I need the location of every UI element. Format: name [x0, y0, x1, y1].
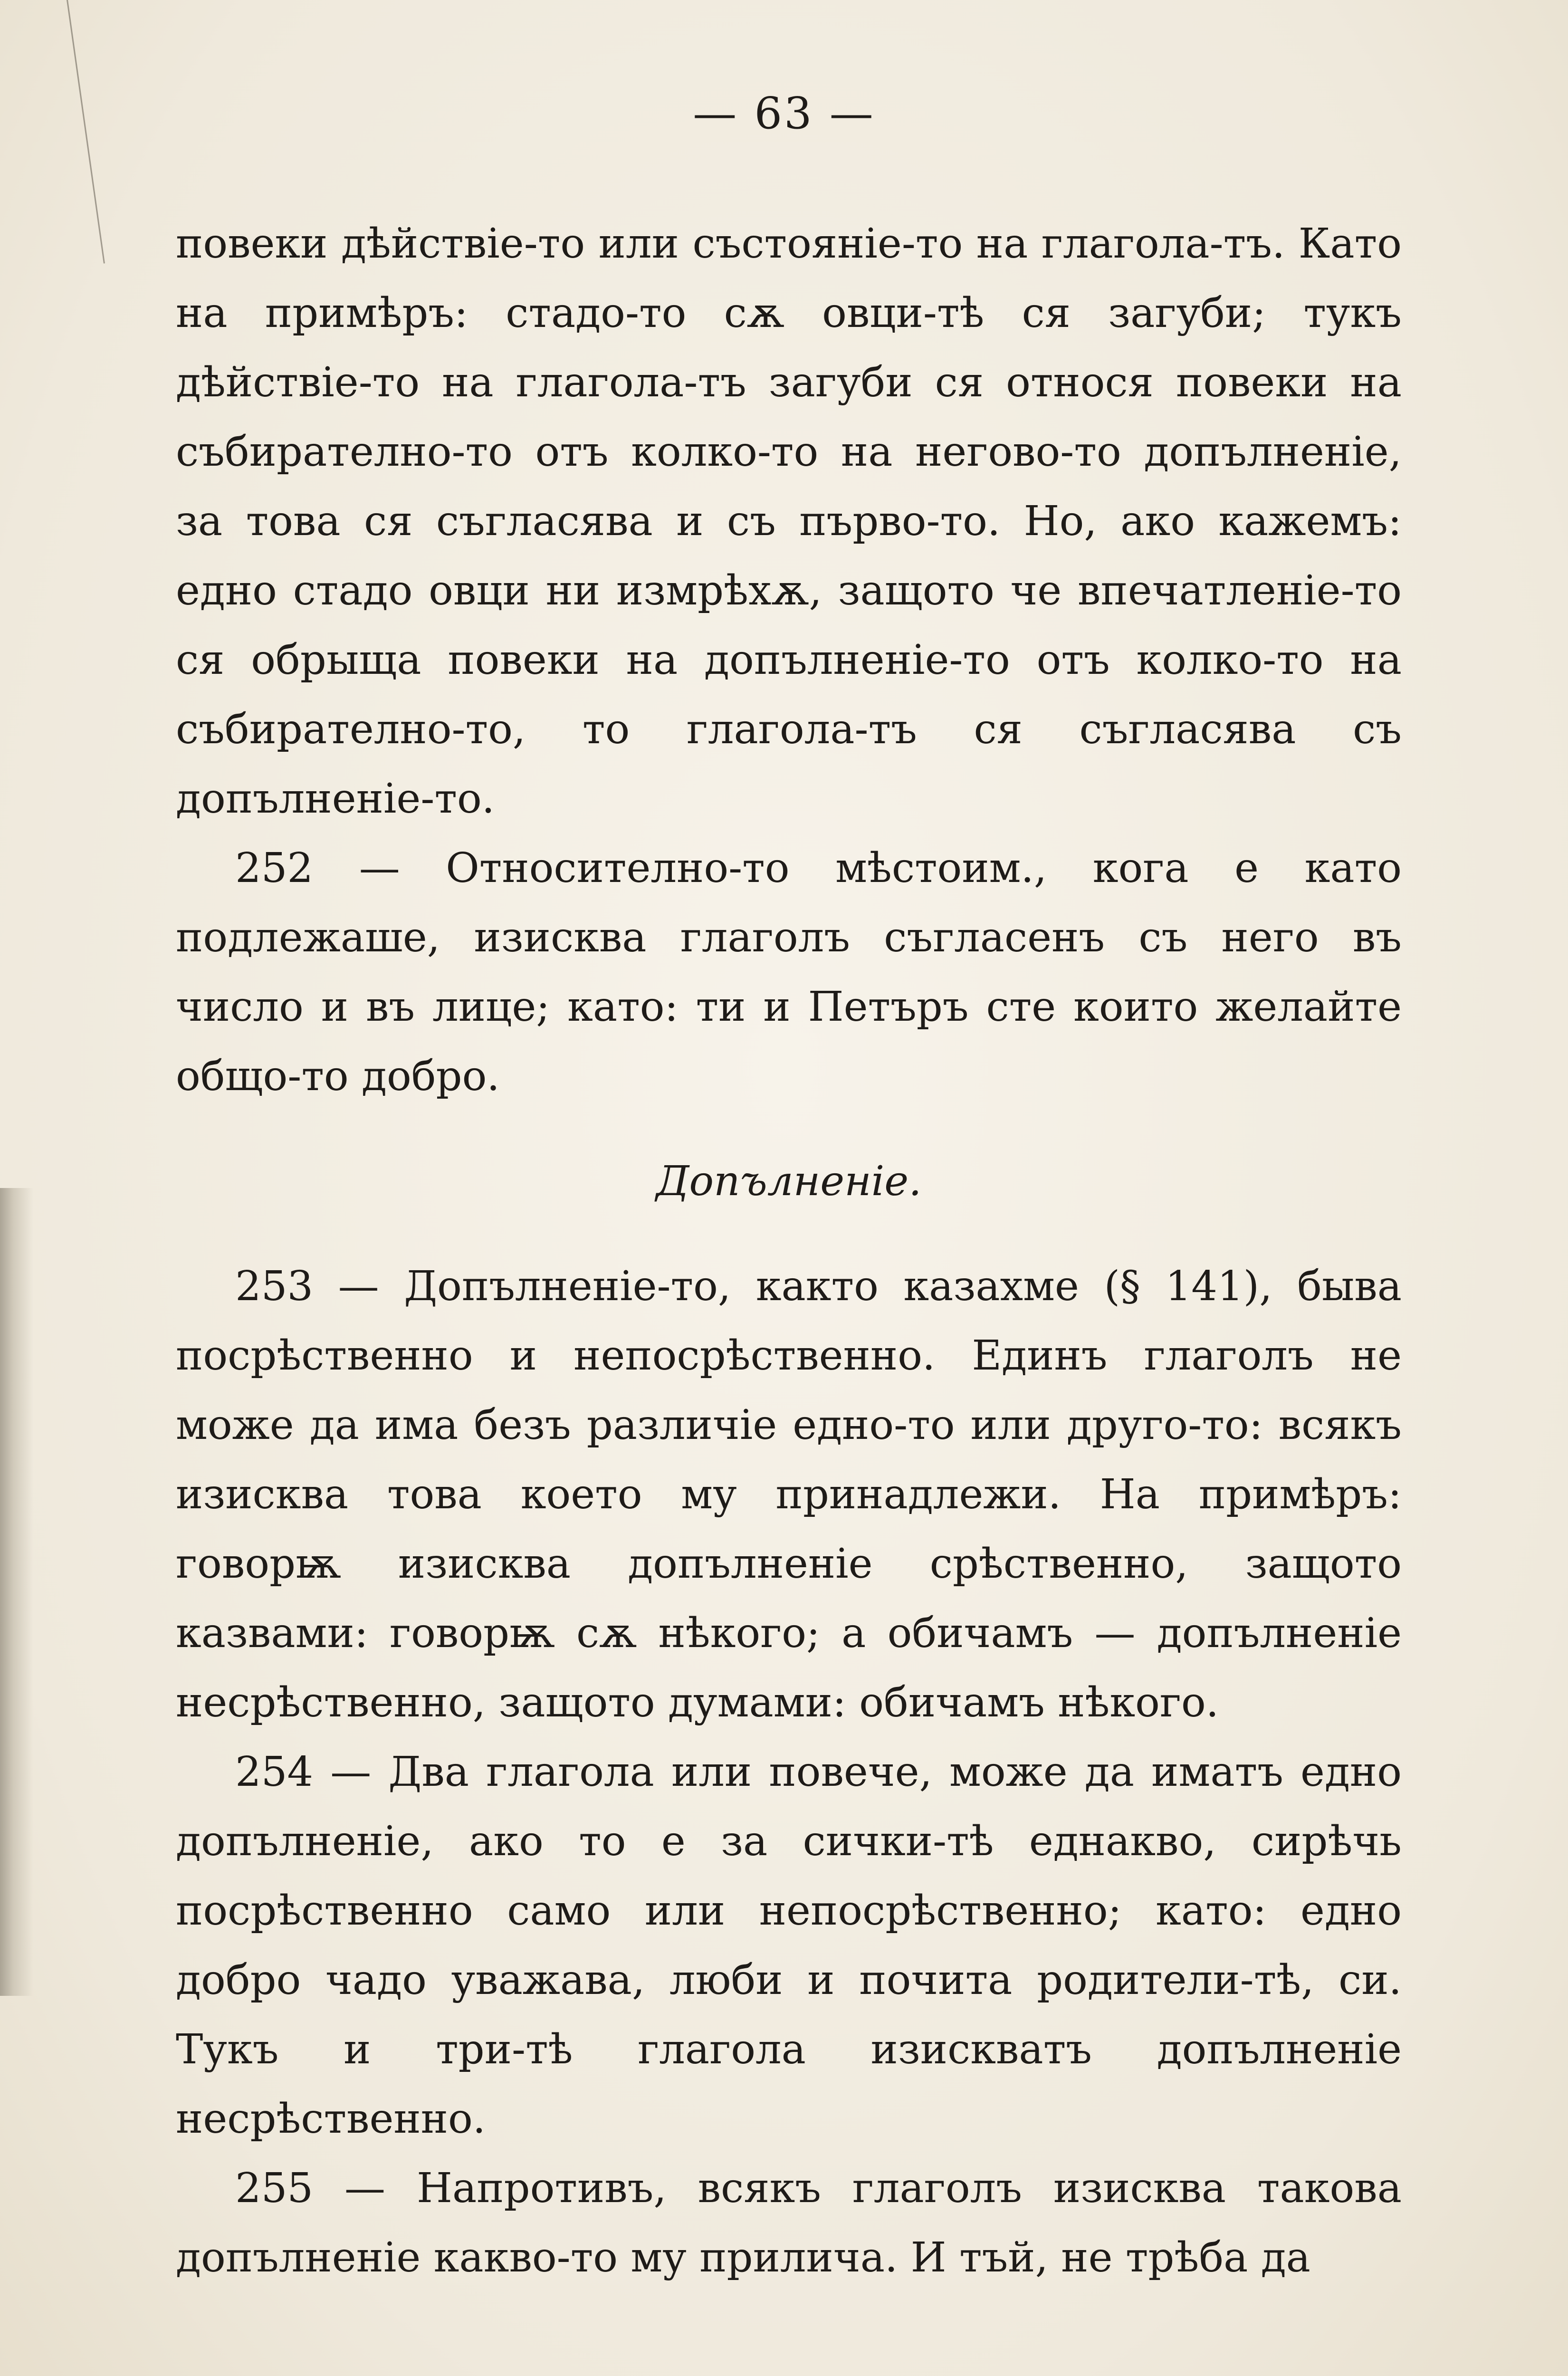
- paragraph-253: 253 — Допълненіе-то, както казахме (§ 141), быва посрѣственно и непосрѣственно. Единъ глаголъ не може да има безъ различіе едно-то или друго-то: всякъ изисква това което му принадлежи. На примѣръ: говорѭ изисква допълненіе срѣственно, защото казвами: говорѭ сѫ нѣкого; а обичамъ — допълненіе несрѣственно, защото думами: обичамъ нѣкого.: [176, 1263, 1402, 1726]
- section-heading: Допълненіе.: [656, 1158, 922, 1205]
- paragraph-continuation: повеки дѣйствіе-то или състояніе-то на глагола-тъ. Като на примѣръ: стадо-то сѫ овци-тѣ ся загуби; тукъ дѣйствіе-то на глагола-тъ загуби ся относя повеки на събирателно-то отъ колко-то на негово-то допълненіе, за това ся съгласява и съ първо-то. Но, ако кажемъ: едно стадо овци ни измрѣхѫ, защото че впечатленіе-то ся обрыща повеки на допълненіе-то отъ колко-то на събирателно-то, то глагола-тъ ся съгласява съ допълненіе-то.: [176, 220, 1402, 823]
- paragraph-252: 252 — Относително-то мѣстоим., кога е като подлежаше, изисква глаголъ съгласенъ съ него въ число и въ лице; като: ти и Петъръ сте които желайте общо-то добро.: [176, 844, 1402, 1100]
- book-spine-shadow: [0, 1188, 33, 1996]
- paragraph-255: 255 — Напротивъ, всякъ глаголъ изисква такова допълненіе какво-то му прилича. И тъй, не трѣба да: [176, 2165, 1402, 2281]
- page-number: — 63 —: [693, 88, 875, 139]
- page-body: [176, 209, 1402, 2292]
- paragraph-254: 254 — Два глагола или повече, може да иматъ едно допълненіе, ако то е за сички-тѣ еднакво, сирѣчь посрѣственно само или непосрѣственно; като: едно добро чадо уважава, люби и почита родители-тѣ, си. Тукъ и три-тѣ глагола изискватъ допълненіе несрѣственно.: [176, 1748, 1402, 2143]
